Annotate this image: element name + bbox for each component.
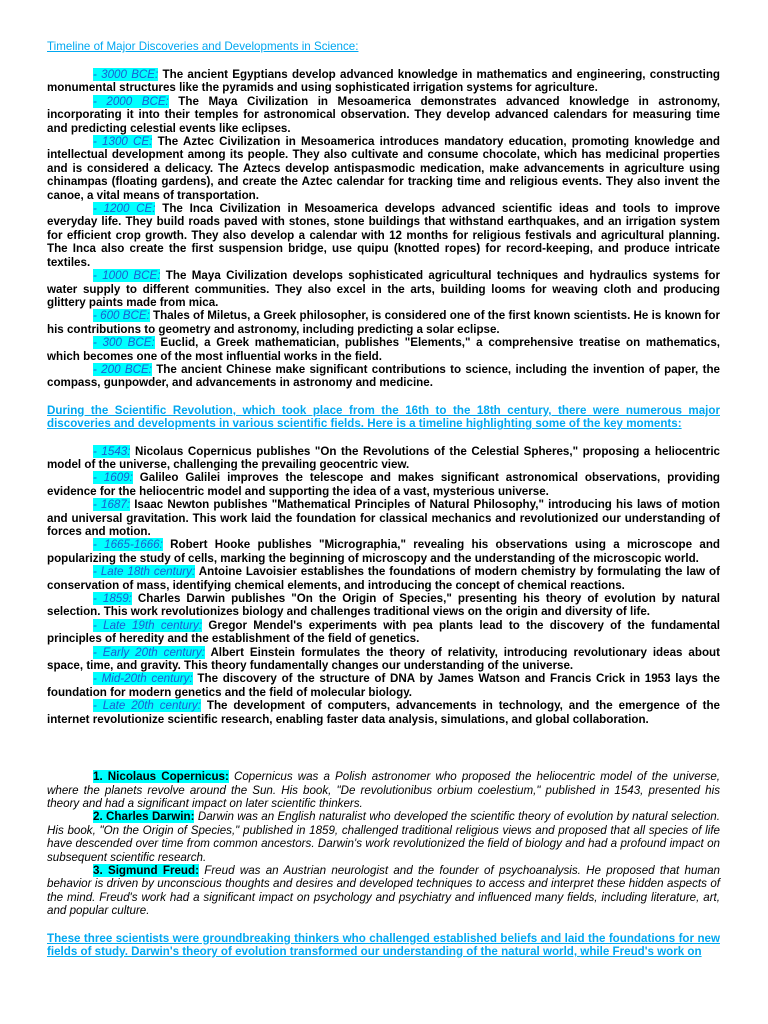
entry-date: - 3000 BCE: (93, 68, 159, 81)
scientist-name: 3. Sigmund Freud: (93, 863, 199, 877)
entry-text: The development of computers, advancements in technology, and the emergence of the internet revolutionize scientific research, enabling faster data analysis, simulations, and global collaboration. (47, 699, 720, 726)
timeline-entry (47, 471, 720, 498)
entry-date: - 1300 CE: (93, 135, 153, 149)
revolution-timeline (47, 445, 720, 727)
scientist-bios (47, 770, 720, 917)
entry-date: - 1000 BCE: (93, 269, 161, 283)
revolution-intro-link[interactable]: During the Scientific Revolution, which took place from the 16th to the 18th century, there were numerous major discoveries and developments in various scientific fields. Here is a timeline highlighting some of the key moments: (47, 403, 720, 431)
entry-text: Antoine Lavoisier establishes the foundations of modern chemistry by formulating the law of conservation of mass, identifying chemical elements, and introducing the concept of chemical reactions. (47, 565, 720, 592)
closing-paragraph-link[interactable]: These three scientists were groundbreaking thinkers who challenged established beliefs and laid the foundations for new fields of study. Darwin's theory of evolution transformed our understanding of the natural world, while Freud's work on (47, 931, 720, 958)
entry-text: Robert Hooke publishes "Micrographia," revealing his observations using a microscope and popularizing the study of cells, marking the beginning of microscopy and the understanding of the microscopic world. (47, 538, 720, 565)
entry-text: The Aztec Civilization in Mesoamerica introduces mandatory education, promoting knowledge and intellectual development among its people. They also cultivate and consume chocolate, which has medicinal properties and is considered a delicacy. The Aztecs develop antispasmodic medication, make advancements in agriculture using chinampas (floating gardens), and create the Aztec calendar for tracking time and religious events. They also invent the canoe, a vital means of transportation. (47, 135, 721, 202)
timeline-entry (47, 672, 720, 699)
entry-text: The Maya Civilization develops sophisticated agricultural techniques and hydraulics systems for water supply to different communities. They also excel in the arts, building looms for weaving cloth and producing glittery paints made from mica. (47, 269, 720, 309)
entry-date: - 300 BCE: (93, 336, 155, 350)
entry-date: - 2000 BCE: (93, 94, 169, 108)
entry-date: - 1609: (93, 471, 133, 485)
entry-date: - 1543: (93, 444, 131, 458)
entry-text: The ancient Egyptians develop advanced knowledge in mathematics and engineering, constructing monumental structures like the pyramids and using sophisticated irrigation systems for agriculture. (47, 68, 720, 95)
entry-text: Albert Einstein formulates the theory of relativity, introducing revolutionary ideas about space, time, and gravity. This theory fundamentally changes our understanding of the universe. (47, 645, 720, 673)
timeline-entry (47, 565, 720, 592)
scientist-bio (47, 810, 720, 864)
timeline-entry (47, 363, 720, 390)
timeline-entry (47, 135, 720, 202)
timeline-heading-link[interactable]: Timeline of Major Discoveries and Developments in Science: (47, 40, 359, 53)
entry-date: - Late 18th century: (93, 565, 196, 579)
entry-text: Isaac Newton publishes "Mathematical Principles of Natural Philosophy," introducing his laws of motion and universal gravitation. This work laid the foundation for classical mechanics and revolutionized our understanding of forces and motion. (47, 498, 720, 538)
entry-text: Euclid, a Greek mathematician, publishes "Elements," a comprehensive treatise on mathematics, which becomes one of the most influential works in the field. (47, 336, 720, 363)
entry-date: - 200 BCE: (93, 362, 152, 376)
bio-text: Copernicus was a Polish astronomer who proposed the heliocentric model of the universe, where the planets revolve around the Sun. His book, "De revolutionibus orbium coelestium," published in 1543, presented his theory and had a significant impact on later scientific thinkers. (47, 770, 720, 810)
spacer (47, 918, 720, 932)
entry-text: The Inca Civilization in Mesoamerica develops advanced scientific ideas and tools to improve everyday life. They build roads paved with stones, stone buildings that withstand earthquakes, and an irrigation system for efficient crop growth. They also develop a calendar with 12 months for religious festivals and agricultural planning. The Inca also create the first suspension bridge, use quipu (knotted ropes) for record-keeping, and produce intricate textiles. (47, 202, 721, 269)
timeline-entry (47, 445, 720, 472)
timeline-entry (47, 202, 720, 269)
timeline-entry (47, 646, 720, 673)
entry-date: - Mid-20th century: (93, 672, 193, 686)
spacer (47, 390, 720, 404)
scientist-bio (47, 864, 720, 918)
entry-text: The discovery of the structure of DNA by James Watson and Francis Crick in 1953 lays the foundation for modern genetics and the field of molecular biology. (47, 672, 720, 699)
entry-date: - Late 20th century: (93, 699, 201, 713)
timeline-entry (47, 95, 720, 135)
spacer (47, 726, 720, 770)
timeline-entry (47, 538, 720, 565)
timeline-entry (47, 68, 720, 95)
spacer (47, 54, 720, 68)
entry-date: - Early 20th century: (93, 645, 205, 659)
entry-date: - 1687: (93, 498, 131, 512)
entry-text: Galileo Galilei improves the telescope and makes significant astronomical observations, providing evidence for the heliocentric model and supporting the idea of a vast, mysterious universe. (47, 471, 720, 498)
timeline-entry (47, 269, 720, 309)
entry-date: - 1200 CE: (93, 202, 156, 216)
entry-text: The Maya Civilization in Mesoamerica demonstrates advanced knowledge in astronomy, incorporating it into their temples for astronomical observation. They develop advanced calendars for measuring time and predicting celestial events like eclipses. (47, 94, 721, 135)
entry-text: Gregor Mendel's experiments with pea plants lead to the discovery of the fundamental principles of heredity and the establishment of the field of genetics. (47, 618, 720, 646)
entry-date: - 1665-1666: (93, 538, 163, 552)
bio-text: Darwin was an English naturalist who developed the scientific theory of evolution by natural selection. His book, "On the Origin of Species," published in 1859, challenged traditional religious views and proposed that all species of life have descended over time from common ancestors. Darwin's work revolutionized the field of biology and had a profound impact on subsequent scientific research. (47, 810, 720, 864)
entry-text: The ancient Chinese make significant contributions to science, including the invention of paper, the compass, gunpowder, and advancements in astronomy and medicine. (47, 362, 720, 390)
timeline-entry (47, 309, 720, 336)
scientist-bio (47, 770, 720, 810)
timeline-entry (47, 336, 720, 363)
entry-text: Charles Darwin publishes "On the Origin of Species," presenting his theory of evolution by natural selection. This work revolutionizes biology and challenges traditional views on the origin and diversity of life. (47, 592, 720, 619)
timeline-entry (47, 619, 720, 646)
timeline-entry (47, 699, 720, 726)
scientist-name: 1. Nicolaus Copernicus: (93, 770, 229, 784)
entry-date: - 600 BCE: (93, 309, 150, 323)
entry-text: Nicolaus Copernicus publishes "On the Revolutions of the Celestial Spheres," proposing a heliocentric model of the universe, challenging the prevailing geocentric view. (47, 444, 720, 471)
entry-date: - Late 19th century: (93, 618, 203, 632)
ancient-timeline (47, 68, 720, 390)
entry-date: - 1859: (93, 592, 132, 606)
entry-text: Thales of Miletus, a Greek philosopher, is considered one of the first known scientists. He is known for his contributions to geometry and astronomy, including predicting a solar eclipse. (47, 309, 720, 336)
scientist-name: 2. Charles Darwin: (93, 810, 195, 824)
spacer (47, 431, 720, 445)
timeline-entry (47, 498, 720, 538)
bio-text: Freud was an Austrian neurologist and the founder of psychoanalysis. He proposed that human behavior is driven by unconscious thoughts and desires and developed techniques to access and interpret these hidden aspects of the mind. Freud's work had a significant impact on psychology and psychiatry and influenced many fields, including literature, art, and popular culture. (47, 863, 720, 918)
timeline-entry (47, 592, 720, 619)
